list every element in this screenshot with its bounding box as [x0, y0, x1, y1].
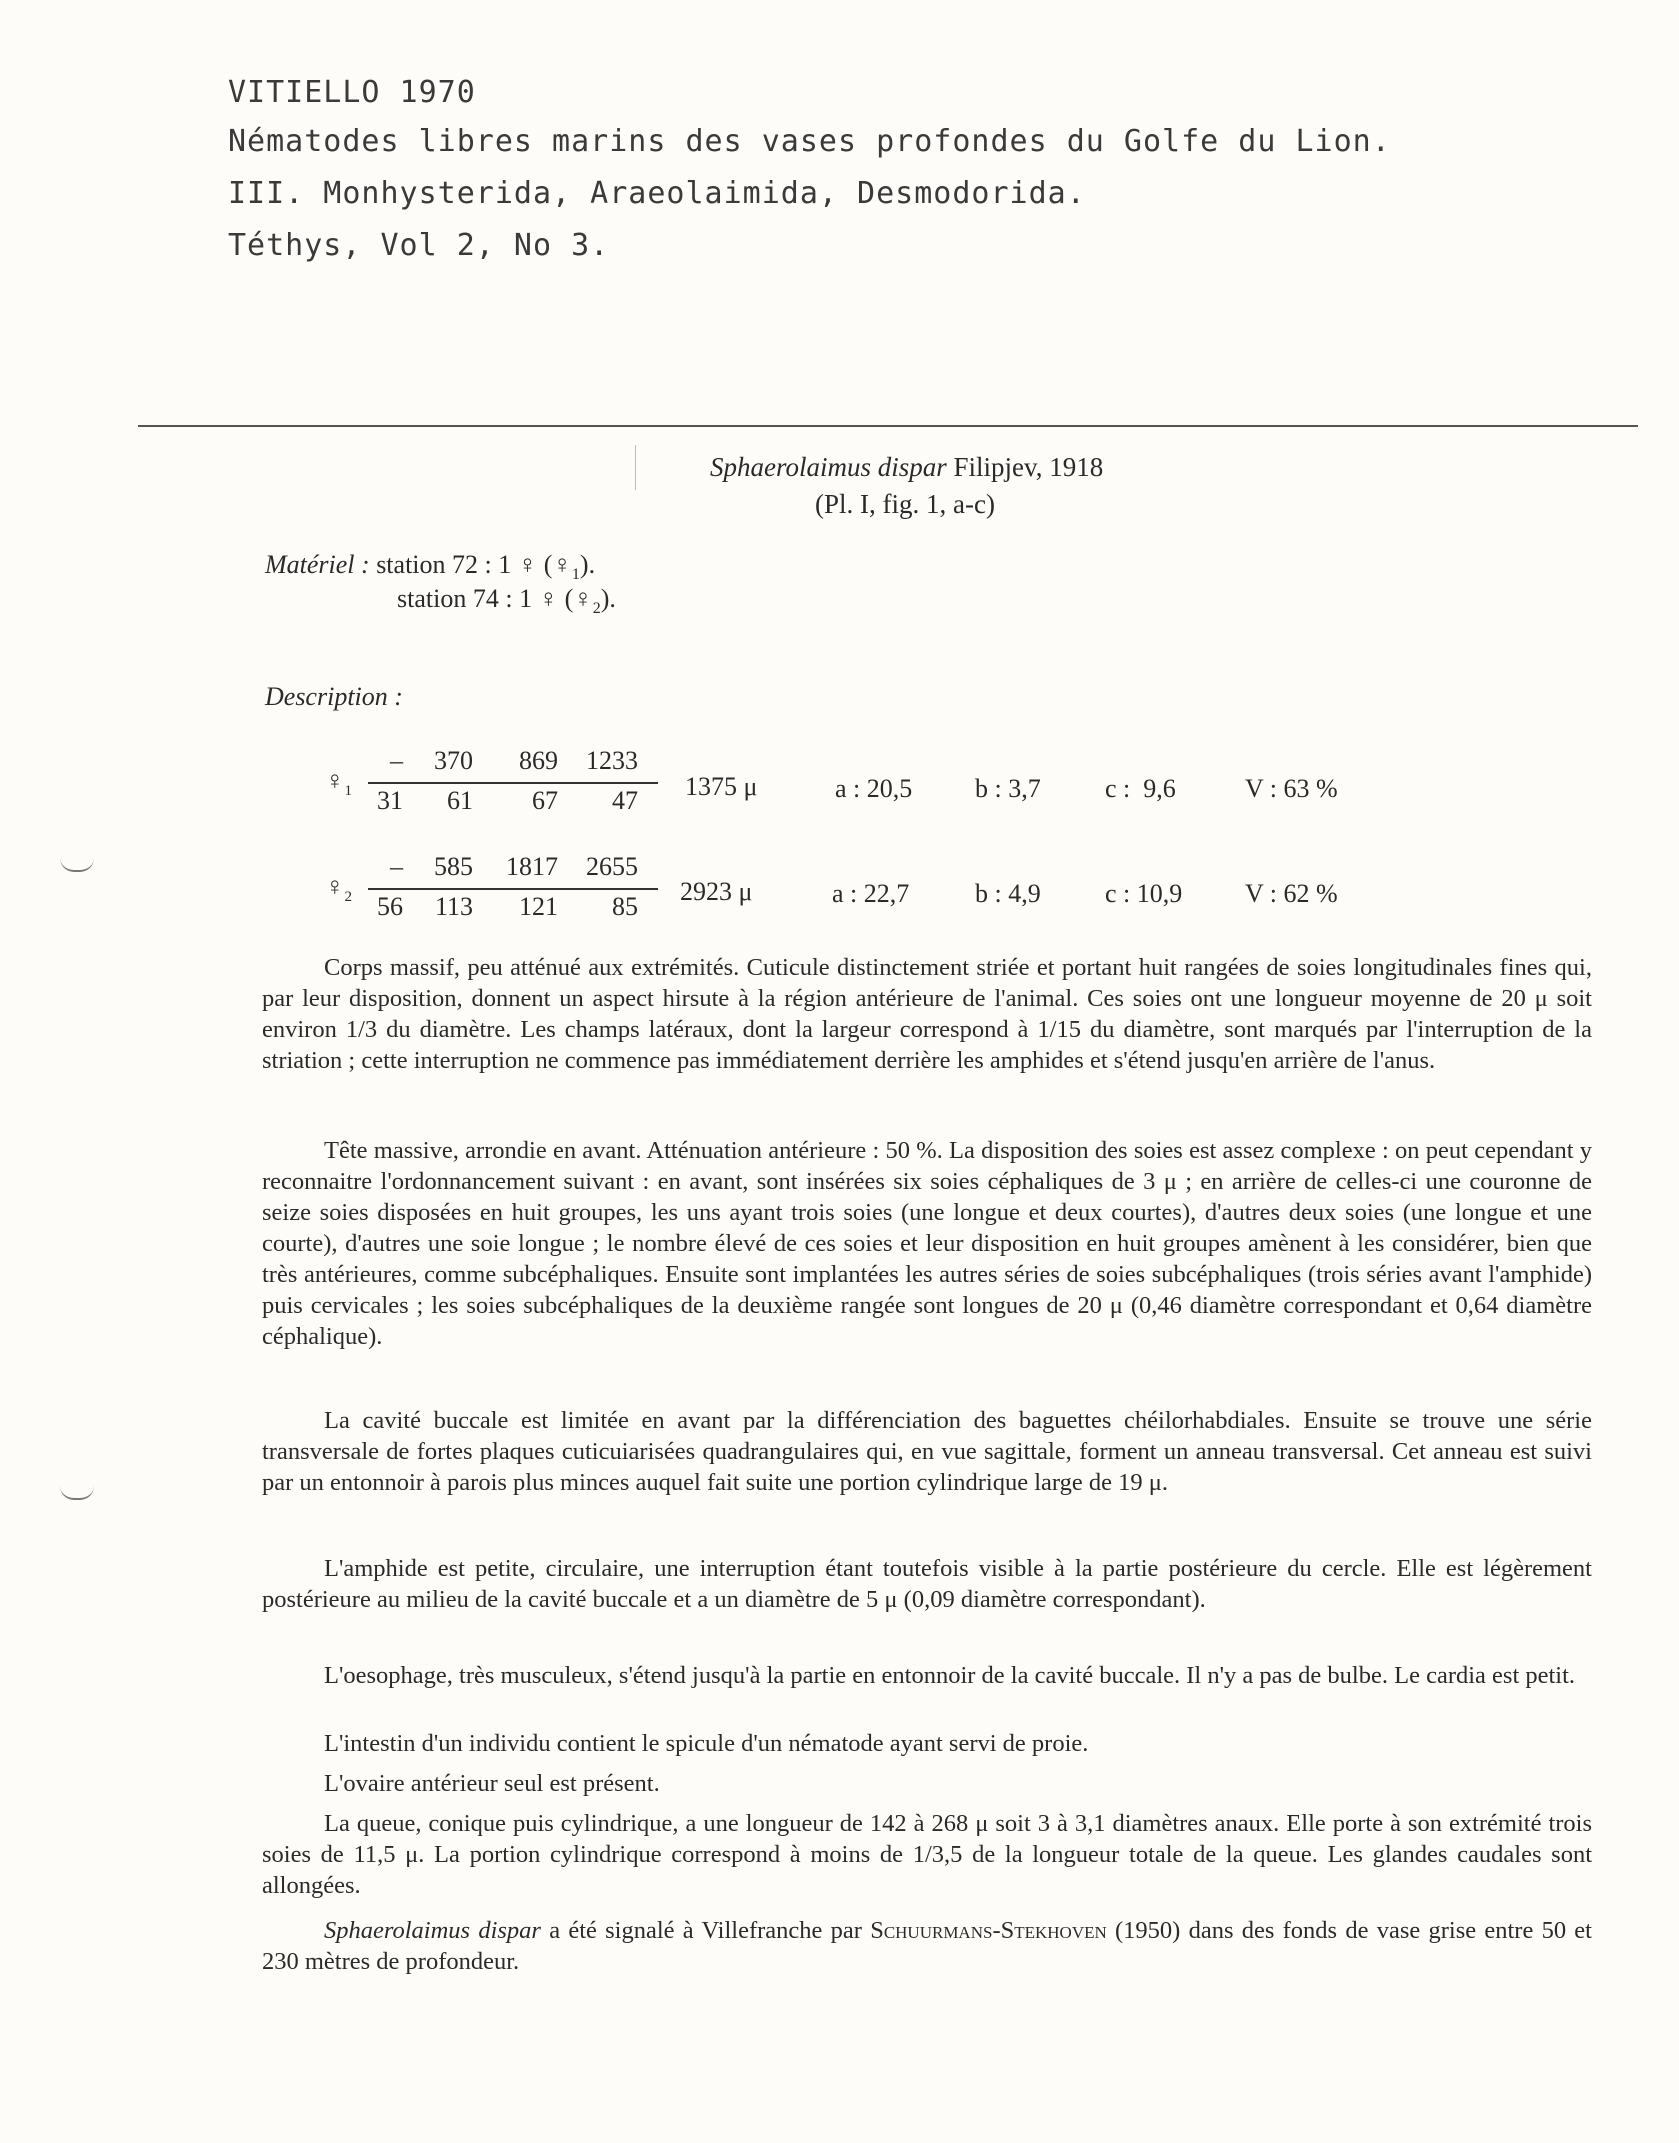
formula-value: 56: [377, 892, 403, 921]
female-icon: ♀: [325, 766, 345, 795]
species-name: Sphaerolaimus dispar: [324, 1917, 541, 1944]
formula-value: 61: [447, 786, 473, 815]
paragraph-tail: La queue, conique puis cylindrique, a une longueur de 142 à 268 μ soit 3 à 3,1 diamètres anaux. Elle porte à son extrémité trois soies de 11,5 μ. La portion cylindrique correspond à moins de 1/3,5 de la longueur totale de la queue. Les glandes caudales sont allongées.: [262, 1810, 1592, 1899]
subscript: 2: [344, 889, 352, 906]
length-value: 2923 μ: [680, 877, 753, 906]
paragraph-cuticle: Corps massif, peu atténué aux extrémités. Cuticule distinctement striée et portant huit rangées de soies longitudinales fines qui, par leur disposition, donnent un aspect hirsute à la région antérieure de l'animal. Ces soies ont une longueur moyenne de 20 μ soit environ 1/3 du diamètre. Les champs latéraux, dont la largeur correspond à 1/15 du diamètre, sont marqués par l'interruption de la striation ; cette interruption ne commence pas immédiatement derrière les amphides et s'étend jusqu'en arrière de l'anus.: [262, 954, 1592, 1074]
formula-value: 47: [612, 786, 638, 815]
subscript: 2: [592, 600, 601, 618]
ratio-v: V : 63 %: [1245, 774, 1338, 803]
station-count: : 1 ♀ (♀: [484, 550, 572, 579]
header-journal: Téthys, Vol 2, No 3.: [228, 228, 610, 263]
materiel-line-1: [265, 550, 595, 584]
station-label: station 72: [376, 550, 479, 579]
materiel-line-2: [397, 584, 616, 618]
subscript: 1: [571, 566, 580, 584]
fraction-line: [368, 782, 658, 784]
text: a été signalé à Villefranche par: [540, 1917, 871, 1944]
paragraph-distribution: [262, 1915, 1592, 1977]
paragraph-oesophagus: L'oesophage, très musculeux, s'étend jusqu'à la partie en entonnoir de la cavité buccale. Il n'y a pas de bulbe. Le cardia est petit.: [324, 1662, 1576, 1689]
punch-mark: [60, 858, 94, 872]
subscript: 1: [344, 783, 352, 800]
formula-value: 113: [434, 892, 473, 921]
ratio-a: a : 20,5: [835, 774, 913, 803]
station-count: : 1 ♀ (♀: [505, 584, 593, 613]
female-icon: ♀: [325, 872, 345, 901]
formula-value: 869: [519, 746, 558, 775]
formula-value: –: [390, 746, 403, 775]
formula-value: 1233: [586, 746, 638, 775]
paragraph-buccal-cavity: La cavité buccale est limitée en avant par la différenciation des baguettes chéilorhabdiales. Ensuite se trouve une série transversale de fortes plaques cuticuiarisées quadrangulaires qui, en vue sagittale, forment un anneau transversal. Cet anneau est suivi par un entonnoir à parois plus minces auquel fait suite une portion cylindrique large de 19 μ.: [262, 1407, 1592, 1496]
ratio-c: c : 9,6: [1105, 774, 1176, 803]
formula-value: 31: [377, 786, 403, 815]
formula-value: 121: [519, 892, 558, 921]
header-subtitle: III. Monhysterida, Araeolaimida, Desmodorida.: [228, 176, 1086, 211]
punch-mark: [60, 1486, 94, 1500]
paragraph-amphid: L'amphide est petite, circulaire, une interruption étant toutefois visible à la partie postérieure du cercle. Elle est légèrement postérieure au milieu de la cavité buccale et a un diamètre de 5 μ (0,09 diamètre correspondant).: [262, 1555, 1592, 1613]
horizontal-rule: [138, 425, 1638, 427]
description-label: Description :: [265, 682, 403, 711]
formula-value: 370: [434, 746, 473, 775]
paragraph-ovary: L'ovaire antérieur seul est présent.: [324, 1770, 660, 1797]
formula-value: 2655: [586, 852, 638, 881]
ratio-a: a : 22,7: [832, 879, 910, 908]
species-title: [710, 452, 1103, 483]
paragraph-intestine: L'intestin d'un individu contient le spicule d'un nématode ayant servi de proie.: [324, 1730, 1089, 1757]
paragraph-head: Tête massive, arrondie en avant. Atténuation antérieure : 50 %. La disposition des soies est assez complexe : on peut cependant y reconnaitre l'ordonnancement suivant : en avant, sont insérées six soies céphaliques de 3 μ ; en arrière de celles-ci une couronne de seize soies disposées en huit groupes, les uns ayant trois soies (une longue et deux courtes), d'autres deux soies (une longue et une courte), d'autres une soie longue ; le nombre élevé de ces soies et leur disposition en huit groupes amènent à les considérer, bien que très antérieures, comme subcéphaliques. Ensuite sont implantées les autres séries de soies subcéphaliques (trois séries avant l'amphide) puis cervicales ; les soies subcéphaliques de la deuxième rangée sont longues de 20 μ (0,46 diamètre correspondant et 0,64 diamètre céphalique).: [262, 1137, 1592, 1350]
ratio-v: V : 62 %: [1245, 879, 1338, 908]
header-title: Nématodes libres marins des vases profondes du Golfe du Lion.: [228, 124, 1391, 159]
species-author: Filipjev, 1918: [953, 452, 1104, 482]
header-author-year: VITIELLO 1970: [228, 75, 476, 110]
ratio-b: b : 4,9: [975, 879, 1041, 908]
de-man-formula-1: [368, 746, 668, 826]
text: (1950) dans des fonds de vase grise entre 50 et 230 mètres de profondeur.: [262, 1917, 1592, 1975]
female-symbol-1: [325, 766, 352, 800]
ratio-c: c : 10,9: [1105, 879, 1183, 908]
de-man-formula-2: [368, 852, 668, 932]
fraction-line: [368, 888, 658, 890]
station-end: ).: [579, 550, 596, 579]
materiel-label: Matériel :: [265, 550, 370, 579]
length-value: 1375 μ: [685, 772, 758, 801]
formula-value: –: [390, 852, 403, 881]
station-label: station 74: [397, 584, 499, 613]
formula-value: 1817: [506, 852, 558, 881]
plate-reference: (Pl. I, fig. 1, a-c): [815, 489, 995, 519]
faint-mark: [635, 445, 636, 490]
formula-value: 585: [434, 852, 473, 881]
ratio-b: b : 3,7: [975, 774, 1041, 803]
formula-value: 67: [532, 786, 558, 815]
species-name: Sphaerolaimus dispar: [710, 452, 947, 482]
author-name: Schuurmans-Stekhoven: [870, 1917, 1107, 1944]
formula-value: 85: [612, 892, 638, 921]
female-symbol-2: [325, 872, 352, 906]
station-end: ).: [600, 584, 616, 613]
